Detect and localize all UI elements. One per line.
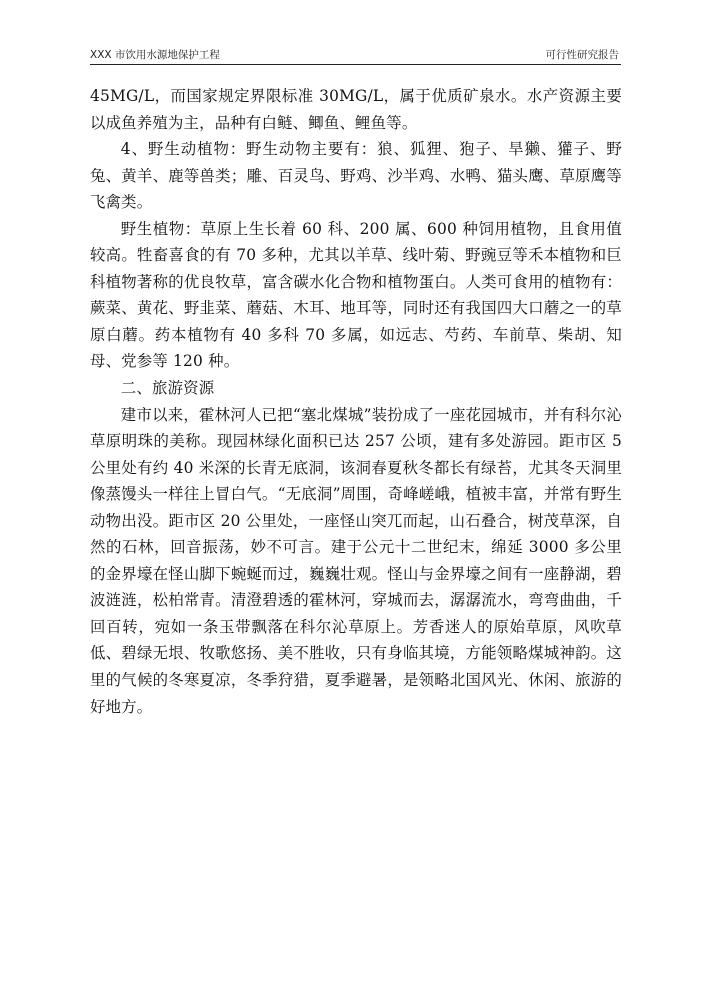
paragraph-tourism: 建市以来，霍林河人已把“塞北煤城”装扮成了一座花园城市，并有科尔沁草原明珠的美称。现园林绿化面积已达 257 公顷，建有多处游园。距市区 5 公里处有约 40 米深的长青无底洞，该洞春夏秋冬都长有绿苔，尤其冬天洞里像蒸馒头一样往上冒白气。“无底洞”周围，奇峰嵯峨，植被丰富，并常有野生动物出没。距市区 20 公里处，一座怪山突兀而起，山石叠合，树茂草深，自然的石林，回音振荡，妙不可言。建于公元十二世纪末，绵延 3000 多公里的金界壕在怪山脚下蜿蜒而过，巍巍壮观。怪山与金界壕之间有一座静湖，碧波涟涟，松柏常青。清澄碧透的霍林河，穿城而去，潺潺流水，弯弯曲曲，千回百转，宛如一条玉带飘落在科尔沁草原上。芳香迷人的原始草原，风吹草低、碧绿无垠、牧歌悠扬、美不胜收，只有身临其境，方能领略煤城神韵。这里的气候的冬寒夏凉，冬季狩猎，夏季避暑，是领略北国风光、休闲、旅游的好地方。 <box>90 405 622 716</box>
page-header <box>90 40 621 65</box>
paragraph-wild-plants: 野生植物：草原上生长着 60 科、200 属、600 种饲用植物，且食用值较高。牲畜喜食的有 70 多种，尤其以羊草、线叶菊、野豌豆等禾本植物和巨科植物著称的优良牧草，富含碳水化合物和植物蛋白。人类可食用的植物有：蕨菜、黄花、野韭菜、蘑菇、木耳、地耳等，同时还有我国四大口蘑之一的草原白蘑。药本植物有 40 多科 70 多属，如远志、芍药、车前草、柴胡、知母、党参等 120 种。 <box>90 219 622 371</box>
paragraph-wild-animals: 4、野生动植物：野生动物主要有：狼、狐狸、狍子、旱獭、獾子、野兔、黄羊、鹿等兽类；雕、百灵鸟、野鸡、沙半鸡、水鸭、猫头鹰、草原鹰等飞禽类。 <box>90 140 622 212</box>
header-report-type: 可行性研究报告 <box>545 49 619 61</box>
section-heading-tourism: 二、旅游资源 <box>120 379 215 398</box>
document-body <box>90 83 622 720</box>
header-project-title: XXX 市饮用水源地保护工程 <box>90 49 220 61</box>
paragraph-water-resources: 45MG/L，而国家规定界限标准 30MG/L，属于优质矿泉水。水产资源主要以成鱼养殖为主，品种有白鲢、鲫鱼、鲤鱼等。 <box>90 87 622 132</box>
